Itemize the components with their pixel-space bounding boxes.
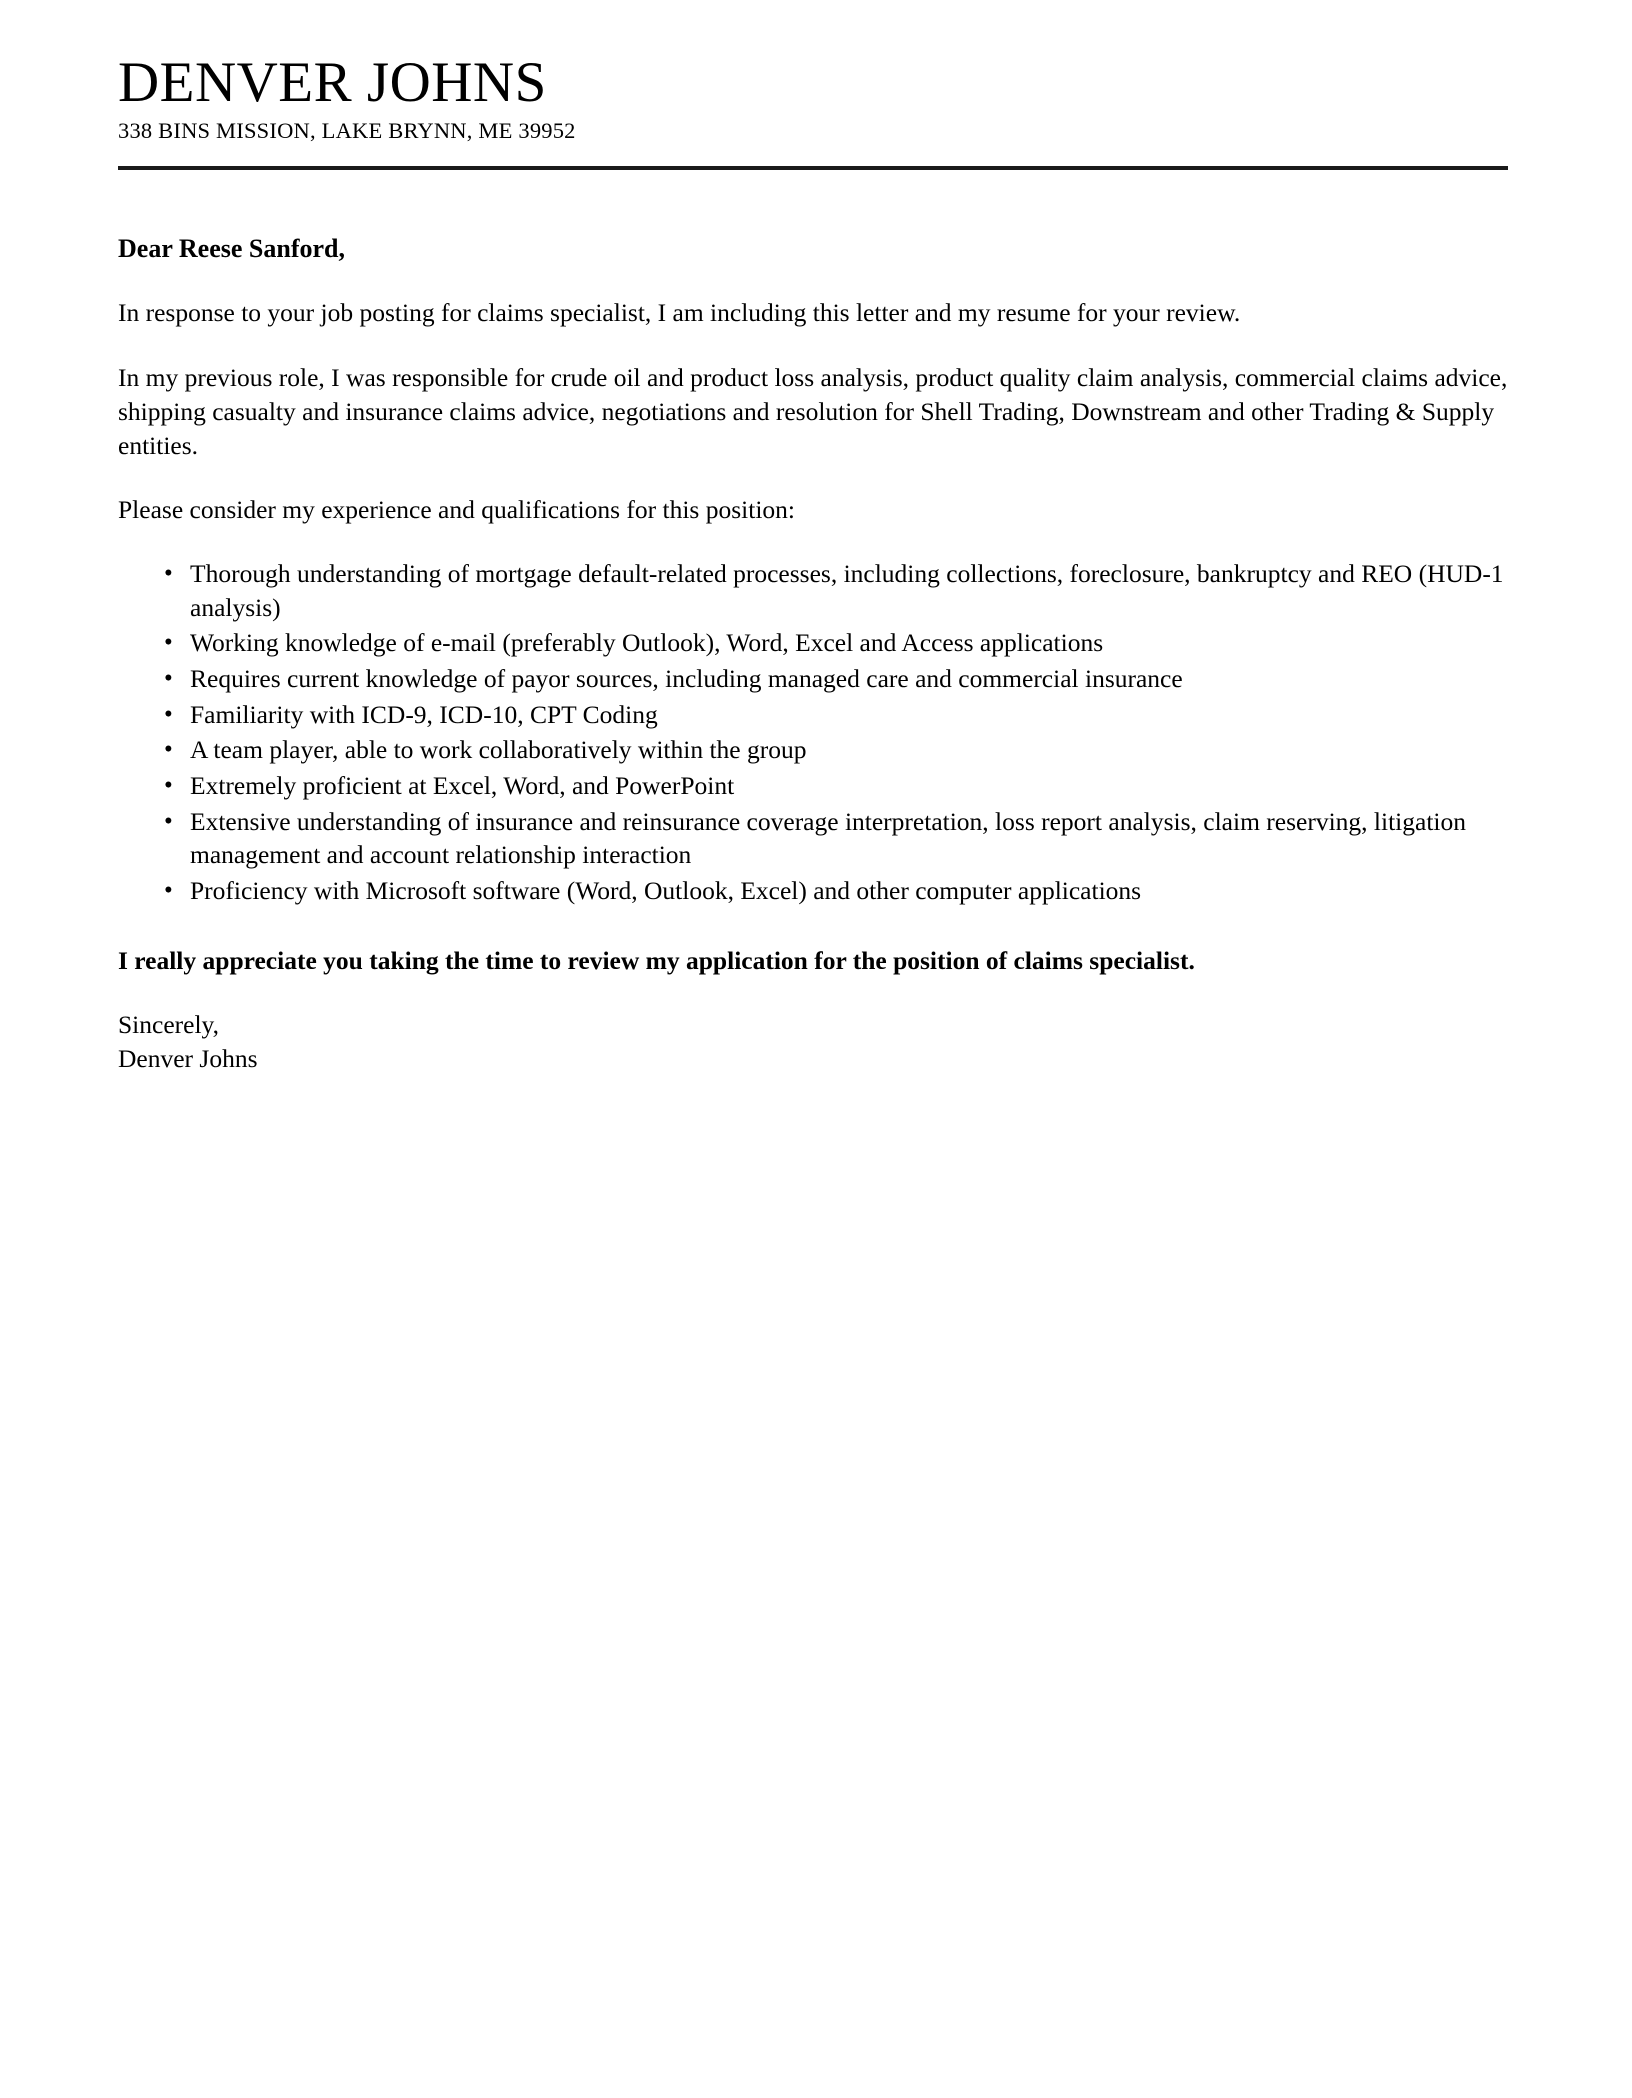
bullet-icon: • [164, 772, 173, 800]
experience-paragraph: In my previous role, I was responsible for crude oil and product loss analysis, product quality claim analysis, commercial claims advice, shipping casualty and insurance claims advice, negotiations and resolution for Shell Trading, Downstream and other Trading & Supply entities. [118, 362, 1508, 460]
qualifications-list [118, 557, 1508, 908]
applicant-name: DENVER JOHNS [118, 51, 547, 114]
bullet-icon: • [164, 665, 173, 693]
bullet-icon: • [164, 877, 173, 905]
bullet-icon: • [164, 700, 173, 728]
list-item [158, 557, 1508, 624]
letter-body [118, 232, 1508, 1077]
intro-paragraph: In response to your job posting for claims specialist, I am including this letter and my resume for your review. [118, 298, 1241, 328]
signature-name: Denver Johns [118, 1044, 258, 1074]
bullet-icon: • [164, 736, 173, 764]
list-item-text: Extremely proficient at Excel, Word, and PowerPoint [190, 771, 735, 801]
header-divider [118, 166, 1508, 170]
list-item-text: Working knowledge of e-mail (preferably Outlook), Word, Excel and Access applications [190, 628, 1104, 658]
letterhead [118, 52, 1508, 170]
closing-statement: I really appreciate you taking the time to review my application for the position of claims specialist. [118, 945, 1195, 975]
list-item [158, 874, 1508, 908]
list-item-text: Requires current knowledge of payor sources, including managed care and commercial insurance [190, 664, 1183, 694]
list-item-text: Familiarity with ICD-9, ICD-10, CPT Coding [190, 699, 658, 729]
qualifications-lead-in: Please consider my experience and qualifications for this position: [118, 495, 795, 524]
signoff-block [118, 1008, 1508, 1076]
list-item [158, 769, 1508, 803]
applicant-address: 338 BINS MISSION, LAKE BRYNN, ME 39952 [118, 117, 576, 143]
list-item [158, 626, 1508, 660]
list-item-text: Thorough understanding of mortgage default-related processes, including collections, foreclosure, bankruptcy and REO (HUD-1 analysis) [190, 559, 1504, 622]
bullet-icon: • [164, 807, 173, 835]
bullet-icon: • [164, 560, 173, 588]
list-item [158, 733, 1508, 767]
bullet-icon: • [164, 629, 173, 657]
list-item-text: Extensive understanding of insurance and reinsurance coverage interpretation, loss report analysis, claim reserving, litigation management and account relationship interaction [190, 806, 1466, 870]
signoff-line: Sincerely, [118, 1009, 220, 1039]
list-item-text: A team player, able to work collaboratively within the group [190, 735, 807, 765]
list-item-text: Proficiency with Microsoft software (Word, Outlook, Excel) and other computer applications [190, 876, 1142, 906]
list-item [158, 662, 1508, 696]
list-item [158, 805, 1508, 872]
list-item [158, 698, 1508, 732]
salutation: Dear Reese Sanford, [118, 233, 345, 263]
